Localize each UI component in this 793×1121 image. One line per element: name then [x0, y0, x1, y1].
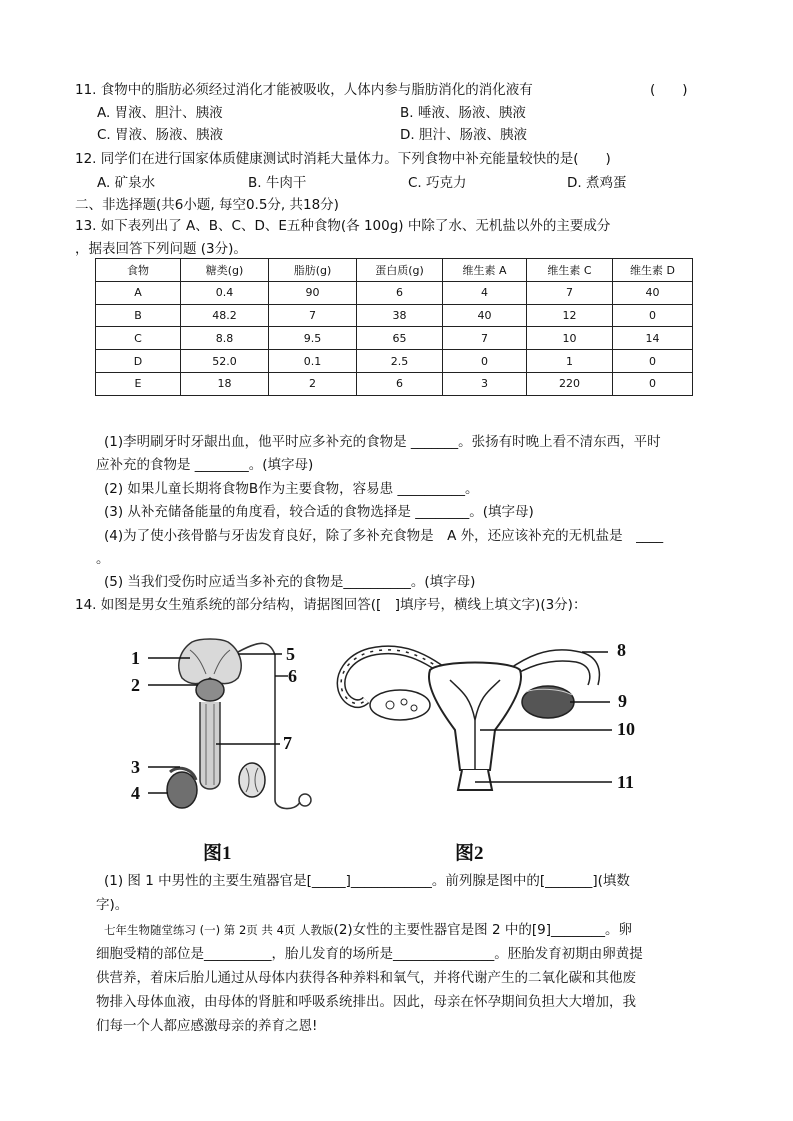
table-cell: 0 — [443, 350, 527, 373]
q13-sub5: (5) 当我们受伤时应适当多补充的食物是__________。(填字母) — [104, 574, 476, 590]
table-cell: 1 — [527, 350, 613, 373]
table-cell: 0 — [613, 372, 693, 395]
table-cell: 10 — [527, 327, 613, 350]
q12-option-d: D. 煮鸡蛋 — [567, 175, 627, 191]
table-header: 脂肪(g) — [269, 259, 357, 282]
q13-sub3: (3) 从补充储备能量的角度看，较合适的食物选择是 ________。(填字母) — [104, 504, 534, 520]
table-cell: 12 — [527, 304, 613, 327]
fig2-label-10: 10 — [617, 719, 635, 739]
table-row — [96, 372, 693, 395]
q14-sub2-line5: 们每一个人都应感激母亲的养育之恩! — [96, 1018, 318, 1034]
table-cell: 7 — [443, 327, 527, 350]
fig1-label-6: 6 — [288, 666, 297, 686]
q11-option-b: B. 唾液、肠液、胰液 — [400, 105, 526, 121]
table-cell: 40 — [613, 281, 693, 304]
table-cell: C — [96, 327, 181, 350]
table-cell: 9.5 — [269, 327, 357, 350]
seminal-vesicle-shape — [179, 639, 241, 684]
fig2-label-8: 8 — [617, 640, 626, 660]
table-cell: 2 — [269, 372, 357, 395]
table-cell: D — [96, 350, 181, 373]
fig1-label-3: 3 — [131, 757, 140, 777]
table-cell: 3 — [443, 372, 527, 395]
table-cell: 0.1 — [269, 350, 357, 373]
q14-sub1-line2: 字)。 — [96, 897, 129, 913]
q14-sub2-line3: 供营养，着床后胎儿通过从母体内获得各种养料和氧气，并将代谢产生的二氧化碳和其他废 — [96, 970, 636, 986]
table-header: 维生素 A — [443, 259, 527, 282]
table-cell: 40 — [443, 304, 527, 327]
table-cell: 220 — [527, 372, 613, 395]
fig2-label-9: 9 — [618, 691, 627, 711]
table-cell: 6 — [357, 281, 443, 304]
table-cell: 90 — [269, 281, 357, 304]
q12-option-c: C. 巧克力 — [408, 175, 467, 191]
table-cell: 0.4 — [181, 281, 269, 304]
q13-sub1-line1: (1)李明刷牙时牙龈出血，他平时应多补充的食物是 _______。张扬有时晚上看不清东西，平时 — [104, 434, 661, 450]
testis-right-shape — [239, 763, 265, 797]
q13-stem-line1: 13. 如下表列出了 A、B、C、D、E五种食物(各 100g) 中除了水、无机盐以外的主要成分 — [75, 218, 611, 234]
male-reproductive-diagram — [120, 630, 330, 825]
q14-stem: 14. 如图是男女生殖系统的部分结构，请据图回答([ ]填序号，横线上填文字)(3分)： — [75, 597, 587, 613]
table-row — [96, 350, 693, 373]
q11-option-c: C. 胃液、肠液、胰液 — [97, 127, 224, 143]
fig1-label-2: 2 — [131, 675, 140, 695]
nutrition-table — [95, 258, 693, 396]
q11-answer-paren: ( ) — [650, 82, 688, 98]
table-cell: 6 — [357, 372, 443, 395]
table-cell: 14 — [613, 327, 693, 350]
fig1-label-4: 4 — [131, 783, 140, 803]
table-cell: 4 — [443, 281, 527, 304]
table-header: 糖类(g) — [181, 259, 269, 282]
table-cell: E — [96, 372, 181, 395]
q13-sub1-line2: 应补充的食物是 ________。(填字母) — [96, 457, 314, 473]
left-ovary-shape — [370, 690, 430, 720]
table-cell: 18 — [181, 372, 269, 395]
q13-sub2: (2) 如果儿童长期将食物B作为主要食物，容易患 __________。 — [104, 481, 479, 497]
q11-stem: 11. 食物中的脂肪必须经过消化才能被吸收，人体内参与脂肪消化的消化液有 — [75, 82, 533, 98]
q12-option-b: B. 牛肉干 — [248, 175, 307, 191]
table-cell: 38 — [357, 304, 443, 327]
q14-sub2-line1: (2)女性的主要性器官是图 2 中的[9]________。卵 — [333, 922, 632, 938]
q12-stem: 12. 同学们在进行国家体质健康测试时消耗大量体力。下列食物中补充能量较快的是( ) — [75, 151, 611, 167]
table-cell: 2.5 — [357, 350, 443, 373]
table-row — [96, 281, 693, 304]
fig1-caption: 图1 — [203, 843, 232, 864]
fig1-label-7: 7 — [283, 733, 292, 753]
table-cell: A — [96, 281, 181, 304]
q12-option-a: A. 矿泉水 — [97, 175, 156, 191]
q14-sub1-line1: (1) 图 1 中男性的主要生殖器官是[_____]____________。前列腺是图中的[_______](填数 — [104, 873, 630, 889]
q13-sub4-line1: (4)为了使小孩骨骼与牙齿发育良好，除了多补充食物是 A 外，还应该补充的无机盐是 ____ — [104, 528, 664, 544]
table-cell: 8.8 — [181, 327, 269, 350]
testis-left-shape — [167, 772, 197, 808]
table-cell: 48.2 — [181, 304, 269, 327]
vas-deferens-end — [299, 794, 311, 806]
q14-sub2-line2: 细胞受精的部位是__________，胎儿发育的场所是_______________。胚胎发育初期由卵黄提 — [96, 946, 643, 962]
table-row — [96, 327, 693, 350]
q13-stem-line2: ，据表回答下列问题 (3分)。 — [75, 241, 247, 257]
prostate-shape — [196, 679, 224, 701]
q11-option-d: D. 胆汁、肠液、胰液 — [400, 127, 527, 143]
table-cell: 52.0 — [181, 350, 269, 373]
table-cell: 0 — [613, 350, 693, 373]
table-cell: 7 — [269, 304, 357, 327]
table-header: 维生素 D — [613, 259, 693, 282]
vagina-shape — [458, 770, 492, 790]
fig1-label-5: 5 — [286, 644, 295, 664]
table-header: 食物 — [96, 259, 181, 282]
table-row — [96, 304, 693, 327]
table-cell: 0 — [613, 304, 693, 327]
table-header-row — [96, 259, 693, 282]
page-footer: 七年生物随堂练习 (一) 第 2页 共 4页 人教版 — [104, 923, 334, 937]
q13-sub4-line2: 。 — [96, 551, 110, 567]
table-cell: B — [96, 304, 181, 327]
female-reproductive-diagram — [330, 630, 620, 800]
fig2-caption: 图2 — [455, 843, 484, 864]
table-cell: 7 — [527, 281, 613, 304]
table-cell: 65 — [357, 327, 443, 350]
fig2-label-11: 11 — [617, 772, 635, 792]
table-header: 维生素 C — [527, 259, 613, 282]
penis-shape — [200, 702, 220, 789]
q14-sub2-line4: 物排入母体血液，由母体的肾脏和呼吸系统排出。因此，母亲在怀孕期间负担大大增加，我 — [96, 994, 636, 1010]
section-two-heading: 二、非选择题(共6小题, 每空0.5分, 共18分) — [75, 197, 339, 213]
q11-option-a: A. 胃液、胆汁、胰液 — [97, 105, 223, 121]
fig1-label-1: 1 — [131, 648, 140, 668]
table-header: 蛋白质(g) — [357, 259, 443, 282]
